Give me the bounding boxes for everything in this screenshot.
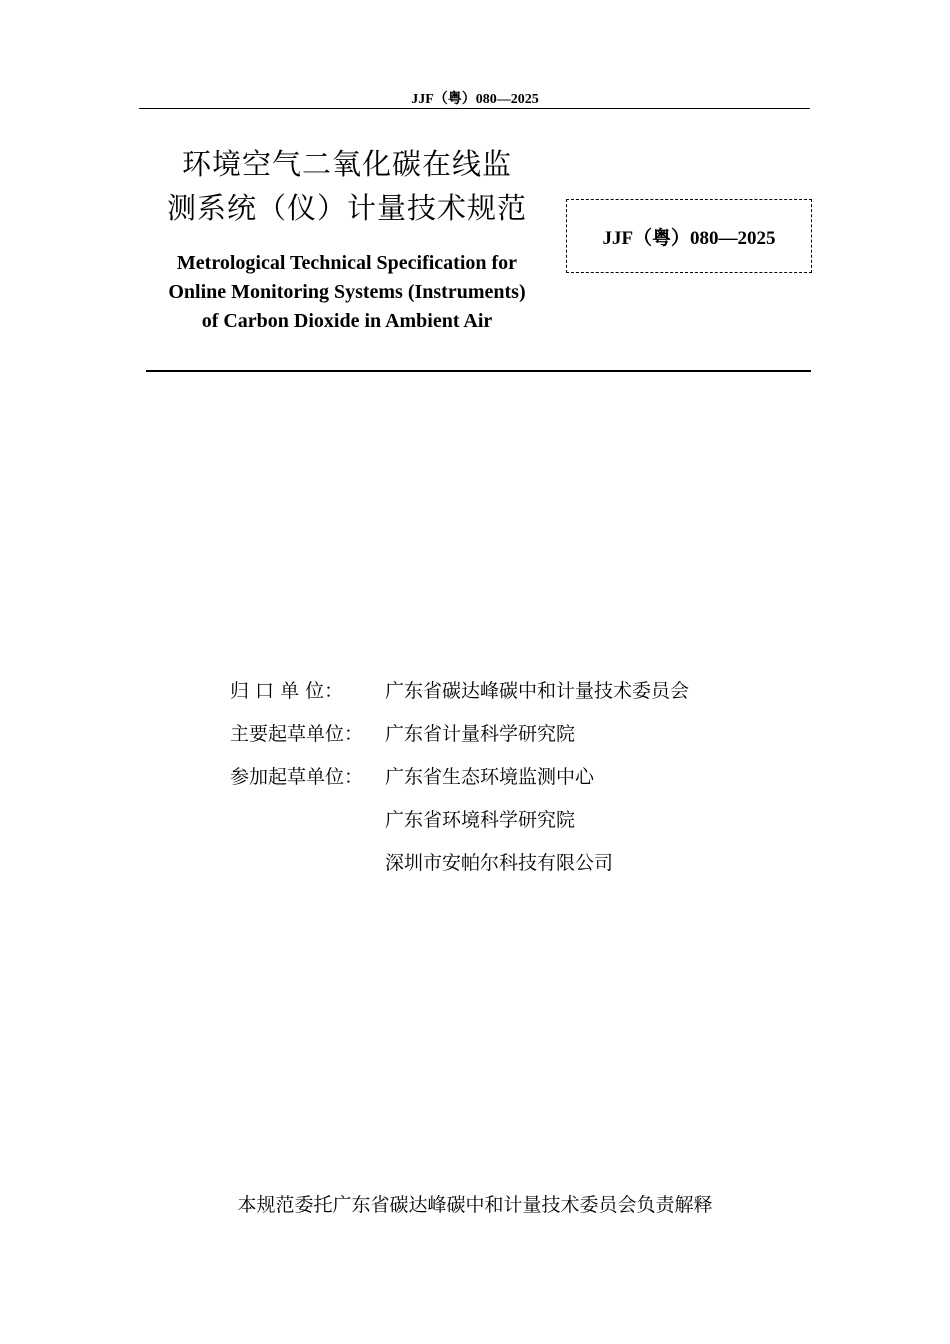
english-title-line-2: Online Monitoring Systems (Instruments): [168, 281, 526, 303]
unit-value: 广东省环境科学研究院: [385, 809, 576, 831]
unit-value: 广东省计量科学研究院: [385, 723, 576, 745]
title-divider: [146, 370, 811, 372]
unit-label: 归 口 单 位：: [230, 680, 344, 702]
header-standard-code: JJF（粤）080—2025: [411, 92, 539, 107]
unit-value: 广东省碳达峰碳中和计量技术委员会: [385, 680, 690, 702]
header-divider: [139, 108, 810, 109]
drafting-units: [230, 668, 689, 883]
standard-code-box: [566, 199, 812, 273]
chinese-title-line-2: 测系统（仪）计量技术规范: [166, 191, 527, 225]
unit-row: [230, 668, 689, 711]
unit-row: [230, 840, 689, 883]
interpretation-note: 本规范委托广东省碳达峰碳中和计量技术委员会负责解释: [237, 1194, 713, 1216]
unit-value: 深圳市安帕尔科技有限公司: [385, 852, 614, 874]
unit-row: [230, 797, 689, 840]
unit-label: 参加起草单位：: [230, 766, 364, 788]
standard-code: JJF（粤）080—2025: [602, 227, 776, 249]
english-title-line-3: of Carbon Dioxide in Ambient Air: [201, 310, 493, 332]
english-title: [137, 249, 557, 336]
chinese-title-line-1: 环境空气二氧化碳在线监: [181, 147, 512, 181]
chinese-title: [137, 142, 557, 230]
unit-row: [230, 711, 689, 754]
unit-value: 广东省生态环境监测中心: [385, 766, 595, 788]
unit-label: 主要起草单位：: [230, 723, 364, 745]
english-title-line-1: Metrological Technical Specification for: [176, 252, 518, 274]
unit-row: [230, 754, 689, 797]
